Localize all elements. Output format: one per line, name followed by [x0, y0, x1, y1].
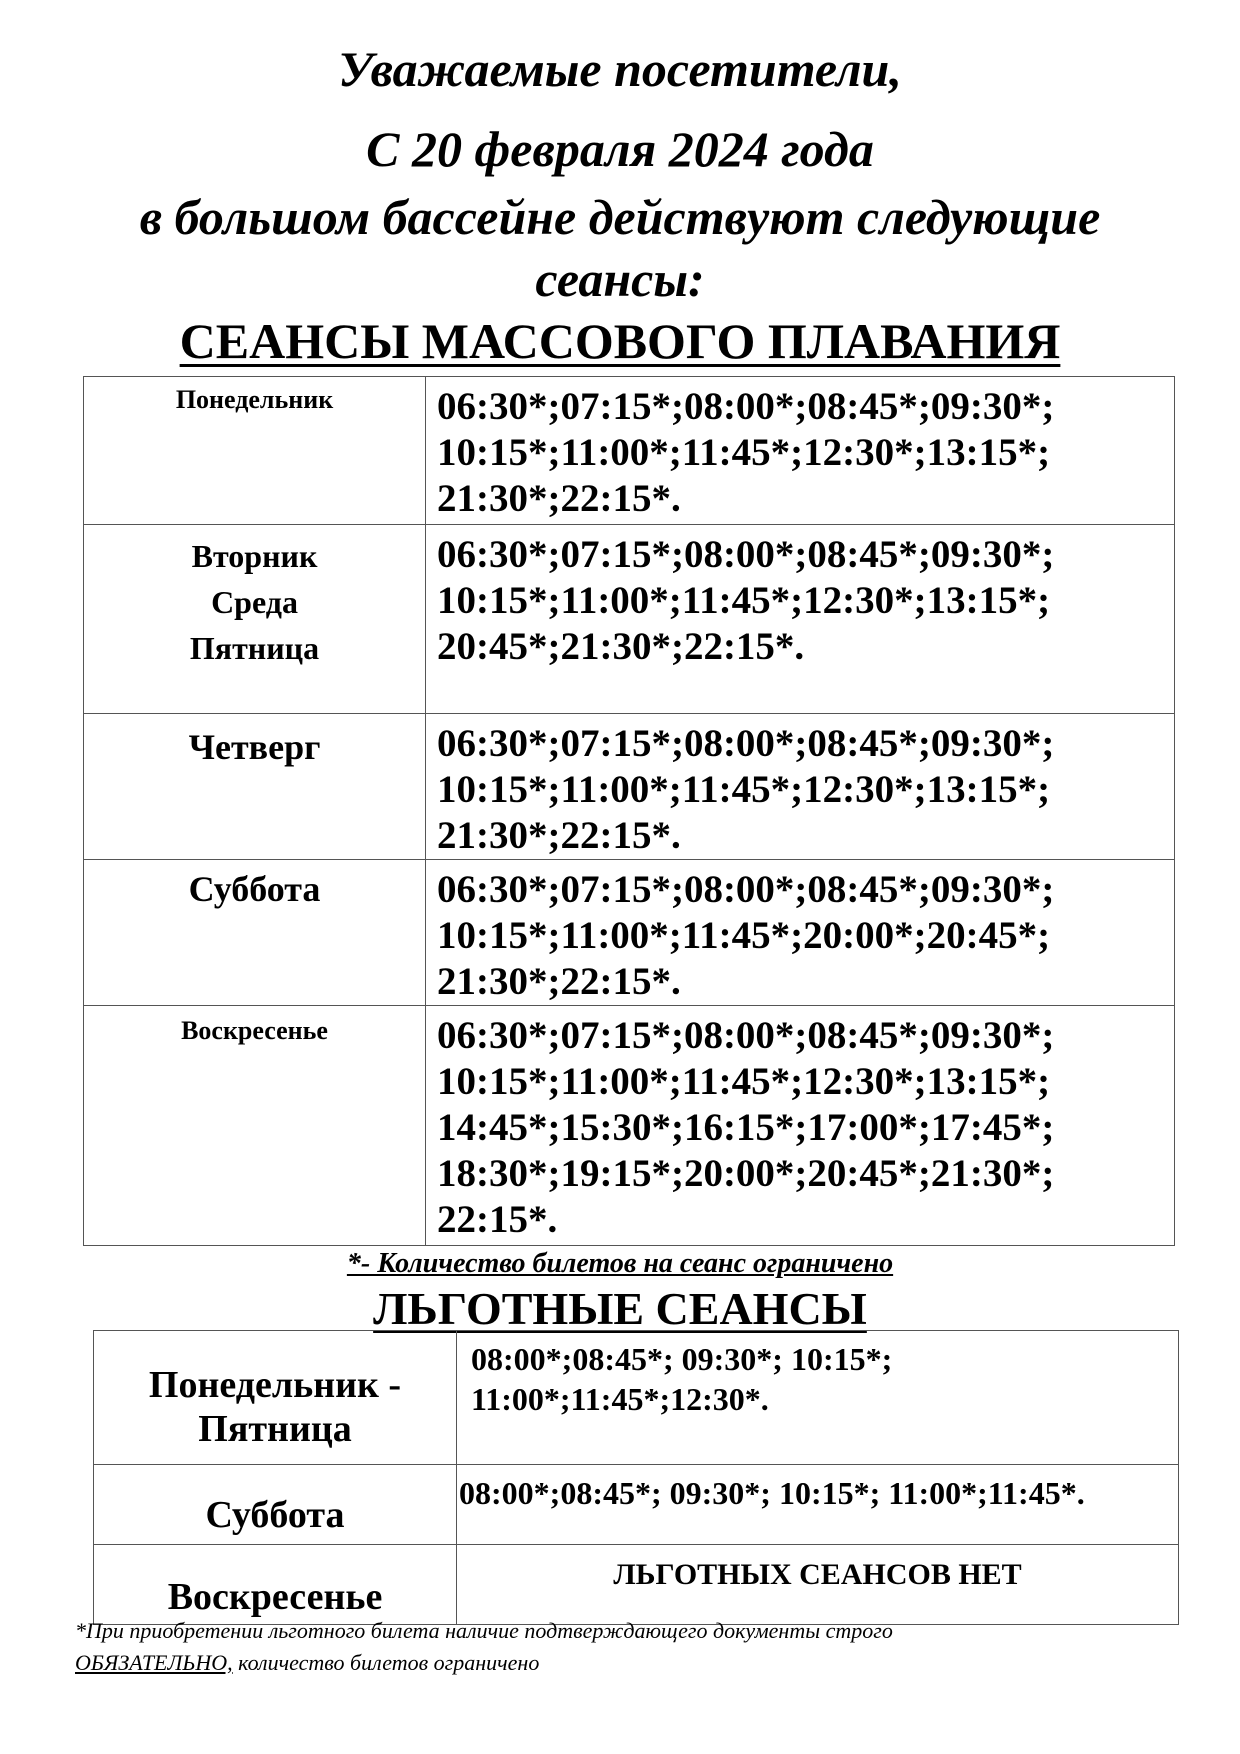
- times-cell: [426, 860, 1175, 1006]
- times-cell: [426, 714, 1175, 860]
- time-line: 06:30*;07:15*;08:00*;08:45*;09:30*;: [437, 533, 1055, 576]
- time-line: 06:30*;07:15*;08:00*;08:45*;09:30*;: [437, 385, 1055, 428]
- heading-line-2: С 20 февраля 2024 года: [366, 121, 874, 177]
- table-row: [84, 860, 1175, 1006]
- day-label: Воскресенье: [181, 1016, 328, 1045]
- day-label: Понедельник: [175, 385, 334, 414]
- time-line: 10:15*;11:00*;11:45*;12:30*;13:15*;: [437, 768, 1051, 811]
- day-label: Среда: [211, 584, 298, 620]
- day-label: Вторник: [191, 538, 318, 574]
- day-label: Пятница: [198, 1408, 352, 1450]
- times-cell: [426, 377, 1175, 525]
- day-cell: [84, 525, 426, 714]
- table-row: [94, 1465, 1179, 1545]
- times-cell: [457, 1331, 1179, 1465]
- mass-sessions-title: СЕАНСЫ МАССОВОГО ПЛАВАНИЯ: [179, 313, 1061, 369]
- times-cell: [457, 1465, 1179, 1545]
- time-line: 10:15*;11:00*;11:45*;20:00*;20:45*;: [437, 914, 1051, 957]
- day-cell: [84, 860, 426, 1006]
- day-cell: [94, 1465, 457, 1545]
- table-row: [84, 525, 1175, 714]
- mass-sessions-table: [83, 376, 1175, 1246]
- time-line: 08:00*;08:45*; 09:30*; 10:15*;: [471, 1341, 893, 1377]
- footnote-emphasis: ОБЯЗАТЕЛЬНО,: [75, 1650, 233, 1675]
- times-cell: [457, 1545, 1179, 1625]
- time-line: 21:30*;22:15*.: [437, 960, 681, 1003]
- day-label: Воскресенье: [167, 1576, 383, 1618]
- time-line: 11:00*;11:45*;12:30*.: [471, 1381, 769, 1417]
- day-cell: [94, 1545, 457, 1625]
- heading-line-1: Уважаемые посетители,: [338, 41, 902, 97]
- day-label: Суббота: [188, 869, 321, 909]
- footnote-line-1: *При приобретении льготного билета наличие подтверждающего документы строго: [75, 1618, 893, 1643]
- time-line: 21:30*;22:15*.: [437, 477, 681, 520]
- time-line: 18:30*;19:15*;20:00*;20:45*;21:30*;: [437, 1152, 1055, 1195]
- footnote-line-2: [75, 1652, 539, 1674]
- time-line: 08:00*;08:45*; 09:30*; 10:15*; 11:00*;11:45*.: [459, 1475, 1085, 1511]
- day-cell: [84, 1006, 426, 1246]
- time-line: 22:15*.: [437, 1198, 558, 1241]
- day-label: Суббота: [205, 1494, 345, 1536]
- times-cell: [426, 1006, 1175, 1246]
- no-sessions-label: ЛЬГОТНЫХ СЕАНСОВ НЕТ: [613, 1558, 1022, 1591]
- day-label: Пятница: [189, 630, 320, 666]
- table-row: [94, 1545, 1179, 1625]
- table-row: [94, 1331, 1179, 1465]
- footnote-rest: количество билетов ограничено: [232, 1650, 540, 1675]
- time-line: 20:45*;21:30*;22:15*.: [437, 625, 805, 668]
- times-cell: [426, 525, 1175, 714]
- time-line: 21:30*;22:15*.: [437, 814, 681, 857]
- day-cell: [94, 1331, 457, 1465]
- preferential-sessions-table: [93, 1330, 1179, 1625]
- time-line: 06:30*;07:15*;08:00*;08:45*;09:30*;: [437, 722, 1055, 765]
- table-row: [84, 1006, 1175, 1246]
- heading-line-4: сеансы:: [535, 251, 705, 307]
- heading-line-3: в большом бассейне действуют следующие: [139, 189, 1101, 245]
- day-cell: [84, 714, 426, 860]
- day-cell: [84, 377, 426, 525]
- day-label: Понедельник -: [148, 1364, 402, 1406]
- mass-sessions-note: *- Количество билетов на сеанс ограничено: [346, 1248, 894, 1279]
- time-line: 10:15*;11:00*;11:45*;12:30*;13:15*;: [437, 1060, 1051, 1103]
- time-line: 06:30*;07:15*;08:00*;08:45*;09:30*;: [437, 1014, 1055, 1057]
- day-label: Четверг: [188, 727, 321, 767]
- time-line: 10:15*;11:00*;11:45*;12:30*;13:15*;: [437, 431, 1051, 474]
- time-line: 14:45*;15:30*;16:15*;17:00*;17:45*;: [437, 1106, 1055, 1149]
- table-row: [84, 377, 1175, 525]
- preferential-sessions-title: ЛЬГОТНЫЕ СЕАНСЫ: [373, 1283, 867, 1334]
- time-line: 10:15*;11:00*;11:45*;12:30*;13:15*;: [437, 579, 1051, 622]
- table-row: [84, 714, 1175, 860]
- time-line: 06:30*;07:15*;08:00*;08:45*;09:30*;: [437, 868, 1055, 911]
